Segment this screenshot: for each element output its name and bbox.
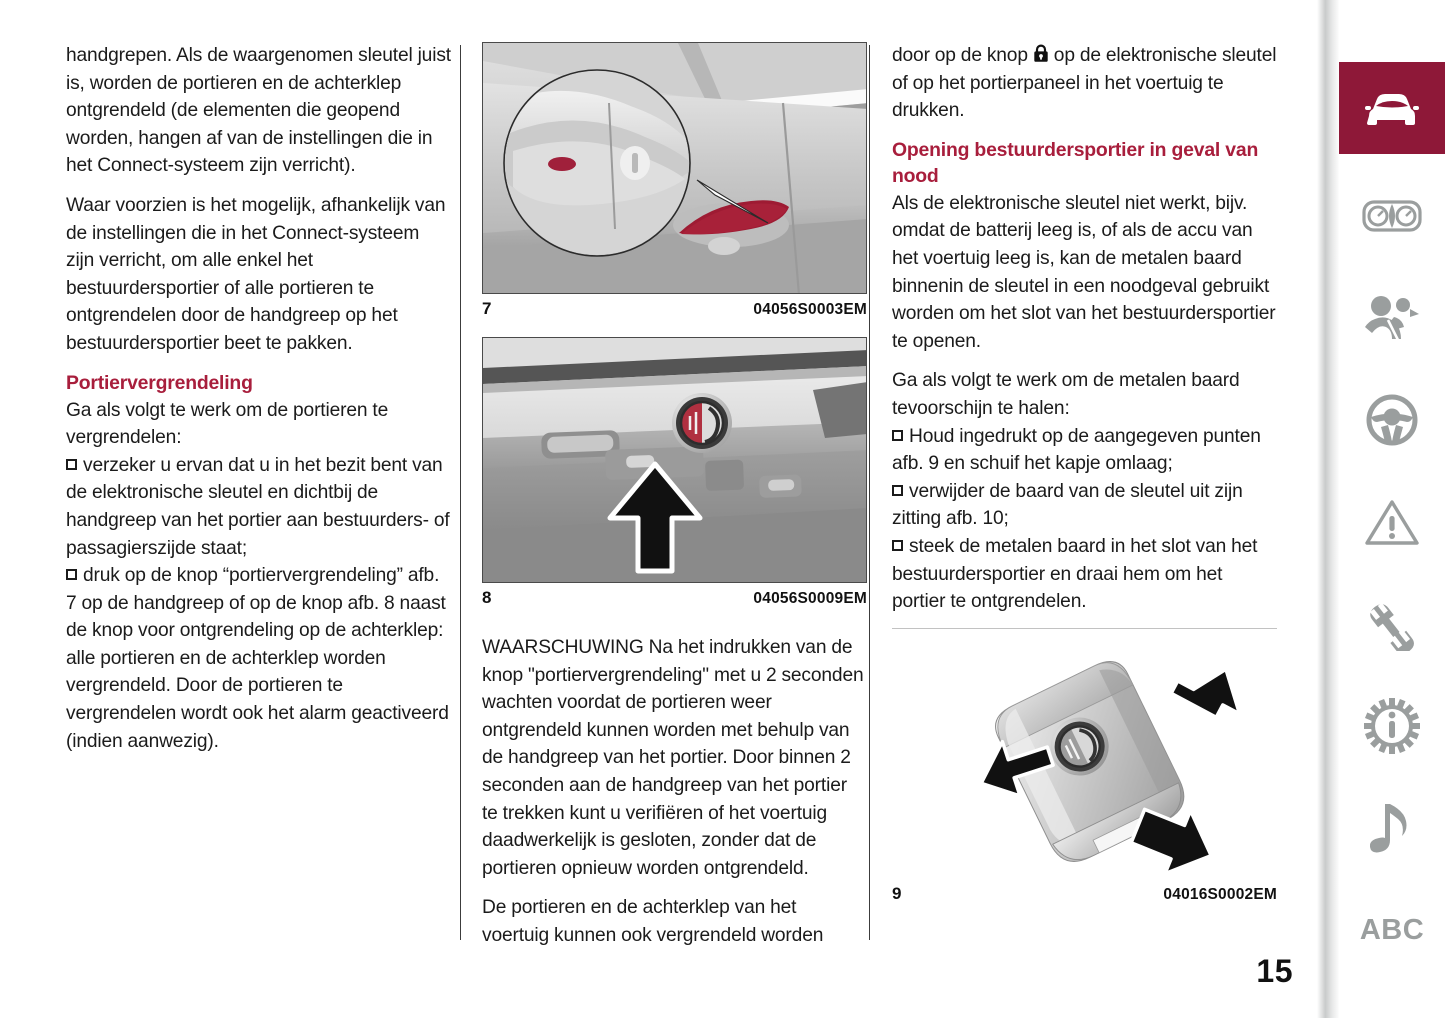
paragraph-steps-intro: Ga als volgt te werk om de metalen baard tevoorschijn te halen: [892,370,1240,419]
warning-paragraph [482,634,867,882]
column-divider-2 [869,45,870,940]
key-fob-illustration [892,647,1277,879]
square-bullet-icon [66,569,77,580]
paragraph-connect-settings: Waar voorzien is het mogelijk, afhankelijk van de instellingen die in het Connect-systeem zijn verricht, om alle enkel het bestuurdersportier of alle portieren te ontgrendelen door de handgreep op het bestuurdersportier beet te pakken. [66,194,446,354]
sidebar-item-driving[interactable] [1339,374,1445,466]
warning-triangle-icon [1364,497,1420,547]
bullet-text: verwijder de baard van de sleutel uit zijn zitting afb. 10; [892,480,1243,530]
sidebar-item-dashboard[interactable] [1339,170,1445,262]
steering-wheel-icon [1365,393,1419,447]
figure-number: 9 [892,883,902,903]
paragraph-continues-next-column: De portieren en de achterklep van het voertuig kunnen ook vergrendeld worden [482,897,824,946]
figure-7-image [482,42,867,294]
figure-7-caption [482,299,867,319]
figure-code: 04016S0002EM [1163,885,1277,903]
sidebar-spine-shadow [1317,0,1339,1018]
text-after-lock-icon: op de elektronische sleutel of op het portierpaneel in het voertuig te drukken. [892,45,1277,122]
paragraph-continuation: handgrepen. Als de waargenomen sleutel juist is, worden de portieren en de achterklep ontgrendeld (de elementen die geopend worden, hangen af van de instellingen die in het Connect-systeem zijn verricht). [66,45,451,177]
figure-8 [482,337,867,608]
sidebar-item-safety[interactable] [1339,272,1445,364]
warning-text: Na het indrukken van de knop "portiervergrendeling" met u 2 seconden wachten voordat de portieren weer ontgrendeld kunnen worden met behulp van de handgreep van het portier. Door binnen 2 seconden aan de handgreep van het portier te trekken kunt u verifiëren of het voertuig daadwerkelijk is gesloten, zonder dat de portieren opnieuw worden ontgrendeld. [482,637,864,879]
bullet-item [892,423,1277,478]
chapter-sidebar [1317,0,1445,1018]
sidebar-item-technical-info[interactable] [1339,680,1445,772]
figure-code: 04056S0009EM [753,590,867,607]
car-door-handle-illustration [483,43,867,294]
sidebar-item-multimedia[interactable] [1339,782,1445,874]
sidebar-item-warnings[interactable] [1339,476,1445,568]
bullet-item [892,478,1277,533]
bullet-item [66,562,451,755]
tailgate-button-illustration [483,338,867,583]
column-divider-1 [460,45,461,940]
paragraph-emergency-intro: Als de elektronische sleutel niet werkt, bijv. omdat de batterij leeg is, of als de accu van het voertuig leeg is, kan de metalen baard binnenin de sleutel in een noodgeval gebruikt worden om het slot van het bestuurdersportier te openen. [892,192,1276,352]
figure-column-2 [482,42,867,950]
alfa-romeo-badge-icon [672,393,732,453]
sidebar-item-vehicle[interactable] [1339,62,1445,154]
sidebar-item-index[interactable] [1339,884,1445,976]
figure-8-caption [482,588,867,608]
figure-number: 7 [482,299,492,318]
sidebar-item-maintenance[interactable] [1339,578,1445,670]
figure-9 [892,647,1277,904]
section-heading-emergency-opening: Opening bestuurdersportier in geval van nood [892,138,1259,187]
paragraph-lock-intro: Ga als volgt te werk om de portieren te vergrendelen: [66,399,389,449]
figure-code: 04056S0003EM [753,301,867,318]
paragraph-lock-button [892,42,1277,125]
figure-9-caption [892,884,1277,904]
info-gear-icon [1364,698,1420,754]
square-bullet-icon [892,540,903,551]
square-bullet-icon [892,430,903,441]
figure-7 [482,42,867,319]
music-note-icon [1370,800,1414,856]
figure-9-image [892,647,1277,879]
bullet-item [892,533,1277,616]
figure-number: 8 [482,588,492,607]
text-column-3 [892,42,1277,904]
bullet-text: druk op de knop “portiervergrendeling” afb. 7 op de handgreep of op de knop afb. 8 naast de knop voor ontgrendeling op de achterklep: alle portieren en de achterklep worden vergrendeld. Door de portieren te vergrendelen wordt ook het alarm geactiveerd (indien aanwezig). [66,565,449,752]
section-divider-rule [892,628,1277,629]
dashboard-gauges-icon [1361,196,1423,236]
wrench-icon [1365,597,1419,651]
airbag-safety-icon [1363,293,1421,343]
bullet-text: verzeker u ervan dat u in het bezit bent van de elektronische sleutel en dichtbij de handgreep van het portier aan bestuurders- of passagierszijde staat; [66,454,450,559]
square-bullet-icon [66,459,77,470]
figure-8-image [482,337,867,583]
section-heading-portiervergrendeling: Portiervergrendeling [66,371,253,394]
bullet-item [66,452,451,562]
abc-index-label: ABC [1359,913,1425,946]
bullet-text: steek de metalen baard in het slot van het bestuurdersportier en draai hem om het portier te ontgrendelen. [892,535,1258,613]
car-icon [1361,86,1423,130]
text-before-lock-icon: door op de knop [892,45,1033,66]
lock-icon [1033,44,1049,63]
square-bullet-icon [892,485,903,496]
page-number: 15 [1256,953,1293,989]
warning-label: WAARSCHUWING [482,637,644,658]
bullet-text: Houd ingedrukt op de aangegeven punten afb. 9 en schuif het kapje omlaag; [892,425,1261,475]
text-column-1 [66,42,451,755]
